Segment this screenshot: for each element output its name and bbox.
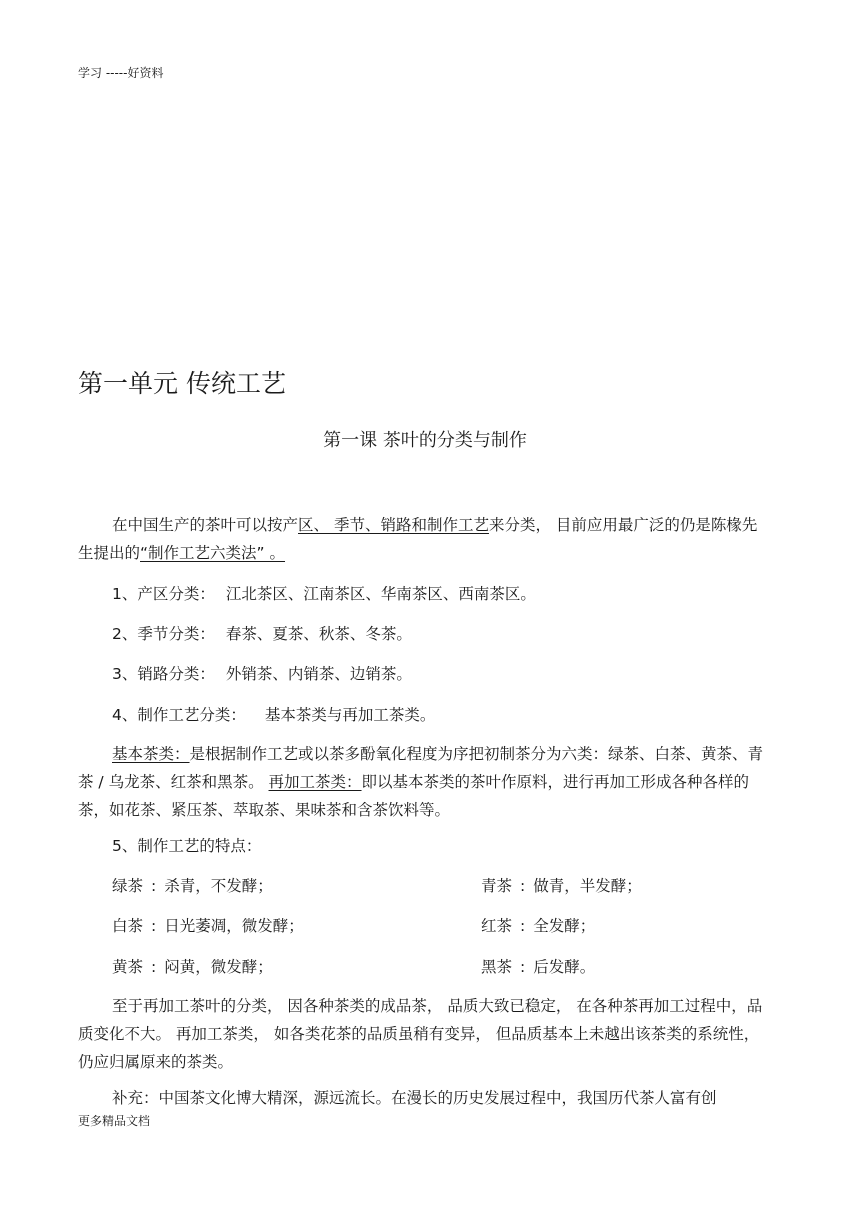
list-item — [112, 622, 412, 644]
feature-name: 黄茶 — [112, 958, 144, 976]
list-item-value: 外销茶、内销茶、边销茶。 — [225, 665, 412, 683]
basic-tea-term: 基本茶类： — [112, 745, 190, 763]
feature-desc: 日光萎凋，微发酵； — [164, 917, 304, 935]
list-item-value: 江北茶区、江南茶区、华南茶区、西南茶区。 — [225, 585, 536, 603]
intro-underlined: 区、 季节、销路和制作工艺 — [298, 516, 489, 534]
feature-item: 白茶 : 日光萎凋，微发酵； — [112, 917, 304, 935]
feature-item: 青茶 : 做青，半发酵； — [481, 877, 642, 895]
intro-paragraph — [78, 511, 770, 567]
basic-tea-text: 是根据制作工艺或以茶多酚氧化程度为序把初制茶分为六类：绿茶、白茶、黄茶、青茶 / 乌龙茶、红茶和黑茶。 — [78, 745, 764, 791]
feature-name: 黑茶 — [481, 958, 513, 976]
feature-desc: 做青，半发酵； — [533, 877, 642, 895]
list-item-label: 2、季节分类： — [112, 625, 215, 643]
features-heading: 5、制作工艺的特点： — [112, 837, 262, 855]
feature-desc: 杀青，不发酵； — [164, 877, 273, 895]
feature-name: 青茶 — [481, 877, 513, 895]
list-item-label: 3、销路分类： — [112, 665, 215, 683]
list-item-label: 1、产区分类： — [112, 585, 215, 603]
feature-desc: 闷黄，微发酵； — [164, 958, 273, 976]
reprocess-paragraph: 至于再加工茶叶的分类， 因各种茶类的成品茶， 品质大致已稳定， 在各种茶再加工过程中，品质变化不大。 再加工茶类， 如各类花茶的品质虽稍有变异， 但品质基本上未越出该茶类的系统性，仍应归属原来的茶类。 — [78, 997, 763, 1071]
feature-name: 红茶 — [481, 917, 513, 935]
feature-name: 绿茶 — [112, 877, 144, 895]
intro-quote: “制作工艺六类法” 。 — [140, 544, 286, 562]
intro-text-1: 在中国生产的茶叶可以按产 — [112, 516, 299, 534]
reprocessed-tea-term: 再加工茶类： — [268, 773, 362, 791]
list-item-value: 基本茶类与再加工茶类。 — [264, 706, 436, 724]
list-item-value: 春茶、夏茶、秋茶、冬茶。 — [225, 625, 412, 643]
supplement-paragraph: 补充：中国茶文化博大精深，源远流长。在漫长的历史发展过程中，我国历代茶人富有创 — [112, 1089, 717, 1107]
lesson-title: 第一课 茶叶的分类与制作 — [323, 430, 527, 451]
feature-item: 黄茶 : 闷黄，微发酵； — [112, 958, 273, 976]
page-header-note: 学习 -----好资料 — [78, 66, 164, 80]
feature-desc: 全发酵； — [533, 917, 596, 935]
feature-item: 黑茶 : 后发酵。 — [481, 958, 596, 976]
feature-item: 绿茶 : 杀青，不发酵； — [112, 877, 273, 895]
feature-name: 白茶 — [112, 917, 144, 935]
list-item-label: 4、制作工艺分类： — [112, 706, 246, 724]
reprocessed-tea-text: 即以基本茶类的茶叶作原料，进行再加工形成各种各样的茶，如花茶、紧压茶、萃取茶、果味茶和含茶饮料等。 — [78, 773, 750, 819]
feature-item: 红茶 : 全发酵； — [481, 917, 596, 935]
feature-desc: 后发酵。 — [533, 958, 596, 976]
intro-text-2: 来分类， 目前应用最广泛的仍是陈椽先生提出的 — [78, 516, 758, 562]
list-item — [112, 662, 412, 684]
list-item — [112, 582, 536, 604]
basic-tea-paragraph — [78, 740, 770, 824]
page-footer-note: 更多精品文档 — [78, 1114, 151, 1128]
unit-title: 第一单元 传统工艺 — [78, 369, 286, 398]
list-item — [112, 703, 435, 725]
